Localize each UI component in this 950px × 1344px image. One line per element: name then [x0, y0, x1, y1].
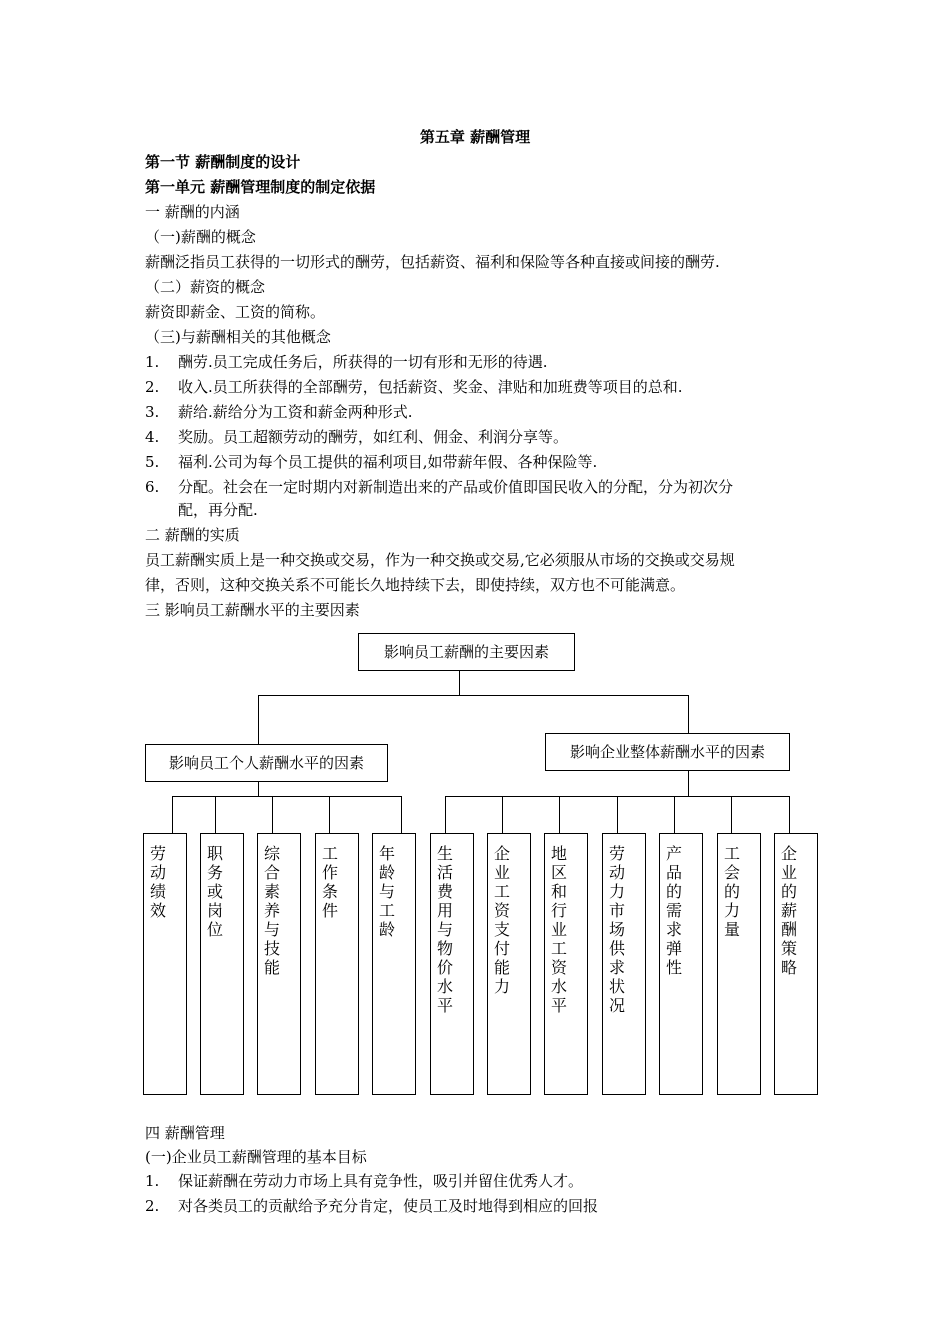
heading-salary-essence: 二 薪酬的实质 [145, 526, 240, 544]
list-number: 3. [145, 403, 160, 421]
factor-label: 劳动绩效 [150, 844, 167, 920]
list-item: 奖励。员工超额劳动的酬劳，如红利、佣金、利润分享等。 [178, 428, 569, 446]
connector-line [258, 695, 689, 696]
connector-line [502, 796, 503, 833]
factor-box [372, 833, 416, 1095]
factor-box [602, 833, 646, 1095]
list-item: 福利.公司为每个员工提供的福利项目,如带薪年假、各种保险等. [178, 453, 598, 471]
factor-box [143, 833, 187, 1095]
factor-box [200, 833, 244, 1095]
list-number: 6. [145, 478, 160, 496]
list-number: 4. [145, 428, 160, 446]
factor-label: 产品的需求弹性 [666, 844, 683, 977]
diagram-left-branch-label: 影响员工个人薪酬水平的因素 [168, 754, 364, 772]
connector-line [172, 796, 173, 833]
diagram-right-branch-box [545, 733, 790, 771]
factor-box [487, 833, 531, 1095]
connector-line [674, 796, 675, 833]
connector-line [688, 695, 689, 733]
heading-salary-factors: 三 影响员工薪酬水平的主要因素 [145, 601, 360, 619]
paragraph-wage-concept: 薪资即薪金、工资的简称。 [145, 303, 326, 321]
list-item: 分配。社会在一定时期内对新制造出来的产品或价值即国民收入的分配，分为初次分 [178, 478, 734, 496]
unit-title: 第一单元 薪酬管理制度的制定依据 [145, 178, 376, 196]
heading-salary-management: 四 薪酬管理 [145, 1124, 225, 1142]
connector-line [617, 796, 618, 833]
list-item: 对各类员工的贡献给予充分肯定，使员工及时地得到相应的回报 [178, 1197, 599, 1215]
paragraph-salary-essence-2: 律，否则，这种交换关系不可能长久地持续下去，即使持续，双方也不可能满意。 [145, 576, 686, 594]
factor-label: 综合素养与技能 [264, 844, 281, 977]
subheading-wage-concept: （二）薪资的概念 [145, 278, 266, 296]
connector-line [445, 796, 446, 833]
subheading-related-concepts: （三)与薪酬相关的其他概念 [145, 328, 331, 346]
connector-line [688, 771, 689, 797]
diagram-right-branch-label: 影响企业整体薪酬水平的因素 [569, 743, 765, 761]
list-item: 薪给.薪给分为工资和薪金两种形式. [178, 403, 413, 421]
factor-box [544, 833, 588, 1095]
factor-label: 生活费用与物价水平 [437, 844, 454, 1015]
connector-line [789, 796, 790, 833]
list-number: 1. [145, 353, 160, 371]
list-number: 2. [145, 378, 160, 396]
factor-box [717, 833, 761, 1095]
factor-label: 工会的力量 [724, 844, 741, 939]
factor-label: 地区和行业工资水平 [551, 844, 568, 1015]
heading-salary-connotation: 一 薪酬的内涵 [145, 203, 240, 221]
diagram-root-box [358, 633, 575, 671]
factor-box [659, 833, 703, 1095]
connector-line [731, 796, 732, 833]
list-number: 5. [145, 453, 160, 471]
factor-box [257, 833, 301, 1095]
connector-line [172, 796, 402, 797]
list-item: 酬劳.员工完成任务后，所获得的一切有形和无形的待遇. [178, 353, 548, 371]
connector-line [258, 695, 259, 745]
section-title: 第一节 薪酬制度的设计 [145, 153, 301, 171]
list-item-continuation: 配，再分配. [178, 501, 258, 519]
subheading-salary-concept: （一)薪酬的概念 [145, 228, 256, 246]
factor-label: 企业工资支付能力 [494, 844, 511, 996]
connector-line [258, 782, 259, 797]
paragraph-salary-essence-1: 员工薪酬实质上是一种交换或交易，作为一种交换或交易,它必须服从市场的交换或交易规 [145, 551, 735, 569]
list-number: 1. [145, 1172, 160, 1190]
factor-label: 企业的薪酬策略 [781, 844, 798, 977]
factor-box [430, 833, 474, 1095]
connector-line [401, 796, 402, 833]
chapter-title: 第五章 薪酬管理 [419, 128, 531, 146]
connector-line [215, 796, 216, 833]
factor-label: 工作条件 [322, 844, 339, 920]
diagram-left-branch-box [145, 744, 388, 782]
list-item: 保证薪酬在劳动力市场上具有竞争性，吸引并留住优秀人才。 [178, 1172, 584, 1190]
factor-box [315, 833, 359, 1095]
connector-line [559, 796, 560, 833]
connector-line [459, 671, 460, 696]
factor-box [774, 833, 818, 1095]
factor-label: 劳动力市场供求状况 [609, 844, 626, 1015]
factor-label: 职务或岗位 [207, 844, 224, 939]
list-item: 收入.员工所获得的全部酬劳，包括薪资、奖金、津贴和加班费等项目的总和. [178, 378, 683, 396]
list-number: 2. [145, 1197, 160, 1215]
connector-line [272, 796, 273, 833]
diagram-root-label: 影响员工薪酬的主要因素 [383, 643, 549, 661]
factor-label: 年龄与工龄 [379, 844, 396, 939]
paragraph-salary-concept: 薪酬泛指员工获得的一切形式的酬劳，包括薪资、福利和保险等各种直接或间接的酬劳. [145, 253, 720, 271]
subheading-management-goals: (一)企业员工薪酬管理的基本目标 [145, 1148, 367, 1166]
connector-line [329, 796, 330, 833]
